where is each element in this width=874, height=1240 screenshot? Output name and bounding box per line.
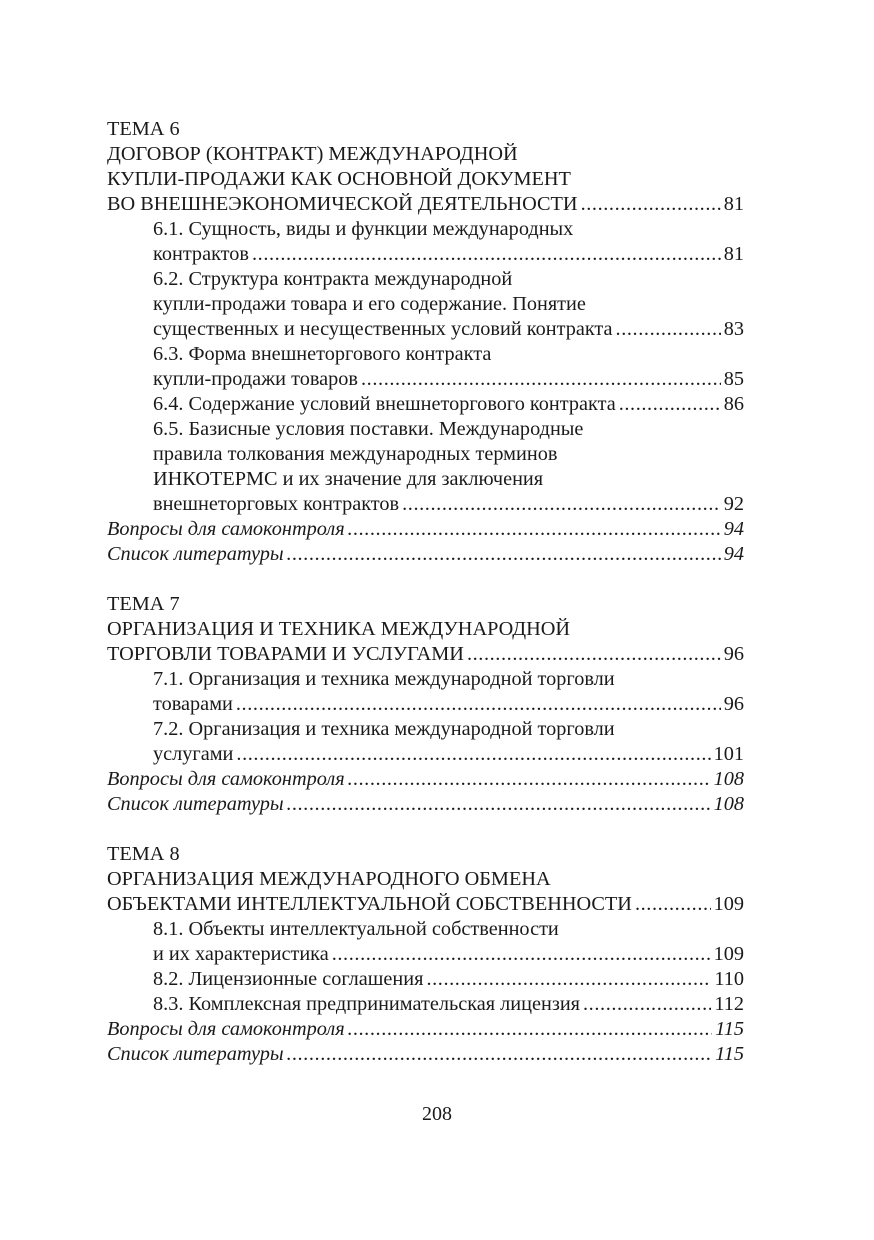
toc-section-line [107,492,744,517]
toc-section-text: 6.1. Сущность, виды и функции международных [153,218,574,240]
dot-leader [635,892,711,917]
toc-questions-label: Вопросы для самоконтроля [107,768,345,790]
toc-section-line [107,217,744,242]
topic-heading-line [107,642,744,667]
toc-section-text: 8.1. Объекты интеллектуальной собственности [153,918,559,940]
dot-leader [236,692,721,717]
dot-leader [361,367,721,392]
toc-section-text: 6.2. Структура контракта международной [153,268,513,290]
toc-section-text: 6.5. Базисные условия поставки. Международные [153,418,584,440]
toc-section-line [107,992,744,1017]
toc-topic [107,117,744,567]
page-ref: 108 [713,768,744,790]
toc-questions [107,767,744,792]
dot-leader [426,967,711,992]
toc-section-text: купли-продажи товара и его содержание. Понятие [153,293,586,315]
toc-section-line [107,967,744,992]
toc-literature [107,1042,744,1067]
topic-heading-text: ВО ВНЕШНЕЭКОНОМИЧЕСКОЙ ДЕЯТЕЛЬНОСТИ [107,193,578,215]
toc-section-line [107,942,744,967]
toc-section-line [107,467,744,492]
toc-topic [107,842,744,1067]
toc-literature-label: Список литературы [107,793,284,815]
topic-heading-text: КУПЛИ-ПРОДАЖИ КАК ОСНОВНОЙ ДОКУМЕНТ [107,168,571,190]
topic-heading-text: ОРГАНИЗАЦИЯ МЕЖДУНАРОДНОГО ОБМЕНА [107,868,551,890]
topic-heading-line [107,167,744,192]
toc-section-line [107,717,744,742]
topic-heading-line [107,617,744,642]
toc-section-line [107,342,744,367]
toc-section-text: 6.3. Форма внешнеторгового контракта [153,343,492,365]
dot-leader [348,1017,712,1042]
toc-section-text: товарами [153,693,233,715]
page-ref: 96 [723,693,744,715]
dot-leader [287,1042,712,1067]
topic-heading-line [107,867,744,892]
page-ref: 108 [713,793,744,815]
toc-sections [107,667,744,767]
page-ref: 94 [723,543,744,565]
page-ref: 112 [714,993,744,1015]
topic-heading-line [107,192,744,217]
page-ref: 81 [723,243,744,265]
toc-section-line [107,417,744,442]
dot-leader [348,517,721,542]
dot-leader [252,242,721,267]
dot-leader [619,392,721,417]
toc-section-text: 8.3. Комплексная предпринимательская лицензия [153,993,581,1015]
toc-literature-label: Список литературы [107,543,284,565]
page-ref: 85 [723,368,744,390]
topic-heading-line [107,142,744,167]
topic-heading-text: ТЕМА 6 [107,118,180,140]
dot-leader [287,792,711,817]
toc-section-line [107,317,744,342]
toc-section-line [107,392,744,417]
dot-leader [467,642,721,667]
toc-section-line [107,367,744,392]
topic-heading-text: ТОРГОВЛИ ТОВАРАМИ И УСЛУГАМИ [107,643,464,665]
toc-questions [107,517,744,542]
dot-leader [581,192,721,217]
toc-questions-label: Вопросы для самоконтроля [107,1018,345,1040]
page-ref: 83 [723,318,744,340]
toc-section-line [107,442,744,467]
page-ref: 96 [723,643,744,665]
toc-questions-label: Вопросы для самоконтроля [107,518,345,540]
toc-section-text: ИНКОТЕРМС и их значение для заключения [153,468,544,490]
toc-section-text: 8.2. Лицензионные соглашения [153,968,424,990]
dot-leader [583,992,711,1017]
table-of-contents [107,117,744,1092]
page-ref: 94 [723,518,744,540]
topic-heading-text: ТЕМА 8 [107,843,180,865]
page-ref: 115 [715,1043,744,1065]
page-number: 208 [422,1103,452,1125]
topic-heading-line [107,592,744,617]
toc-section-text: правила толкования международных терминов [153,443,558,465]
topic-heading-line [107,842,744,867]
topic-heading-line [107,892,744,917]
page-ref: 92 [723,493,744,515]
page-ref: 101 [713,743,744,765]
dot-leader [287,542,721,567]
toc-section-text: услугами [153,743,234,765]
toc-section-line [107,667,744,692]
page-ref: 81 [723,193,744,215]
toc-section-text: купли-продажи товаров [153,368,359,390]
toc-section-text: 7.2. Организация и техника международной торговли [153,718,615,740]
toc-topic [107,592,744,817]
page-ref: 110 [714,968,744,990]
dot-leader [332,942,711,967]
toc-literature [107,792,744,817]
toc-sections [107,917,744,1017]
topic-heading-text: ОРГАНИЗАЦИЯ И ТЕХНИКА МЕЖДУНАРОДНОЙ [107,618,571,640]
dot-leader [402,492,721,517]
toc-section-text: 6.4. Содержание условий внешнеторгового контракта [153,393,616,415]
toc-literature-label: Список литературы [107,1043,284,1065]
page-ref: 109 [713,893,744,915]
toc-literature [107,542,744,567]
toc-section-line [107,917,744,942]
topic-heading-line [107,117,744,142]
topic-heading-text: ДОГОВОР (КОНТРАКТ) МЕЖДУНАРОДНОЙ [107,143,518,165]
topic-heading-text: ОБЪЕКТАМИ ИНТЕЛЛЕКТУАЛЬНОЙ СОБСТВЕННОСТИ [107,893,632,915]
toc-section-line [107,292,744,317]
toc-section-line [107,742,744,767]
dot-leader [348,767,711,792]
toc-section-text: внешнеторговых контрактов [153,493,400,515]
page-ref: 109 [713,943,744,965]
toc-sections [107,217,744,517]
toc-section-text: 7.1. Организация и техника международной торговли [153,668,615,690]
dot-leader [236,742,710,767]
topic-heading-text: ТЕМА 7 [107,593,180,615]
toc-section-line [107,692,744,717]
toc-questions [107,1017,744,1042]
page-ref: 115 [715,1018,744,1040]
toc-section-text: существенных и несущественных условий контракта [153,318,613,340]
toc-section-text: контрактов [153,243,249,265]
toc-section-text: и их характеристика [153,943,329,965]
toc-section-line [107,267,744,292]
dot-leader [616,317,721,342]
toc-section-line [107,242,744,267]
page-ref: 86 [723,393,744,415]
